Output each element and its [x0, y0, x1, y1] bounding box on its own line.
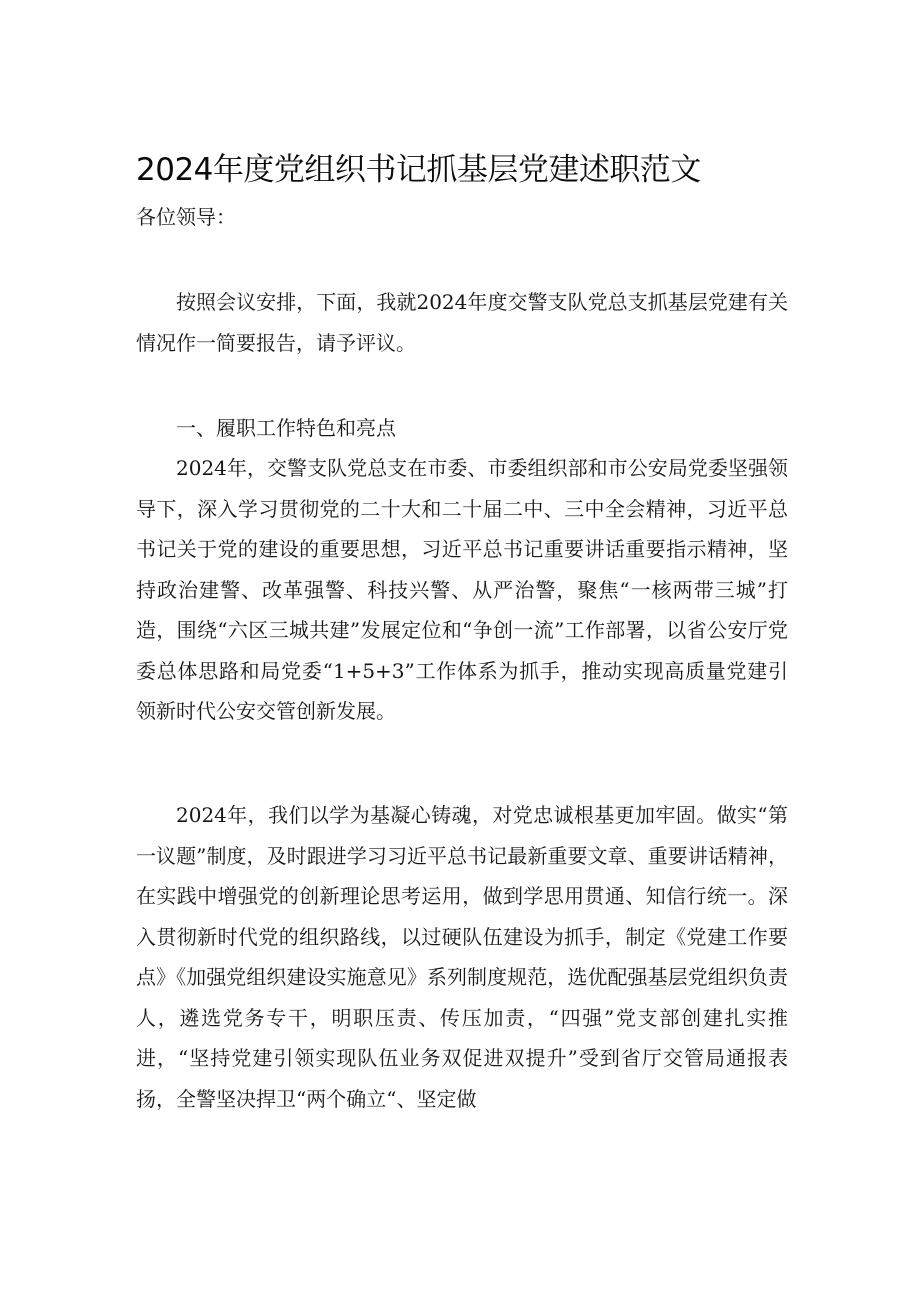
- paragraph-overview: 2024年，交警支队党总支在市委、市委组织部和市公安局党委坚强领导下，深入学习贯彻党的二十大和二十届二中、三中全会精神，习近平总书记关于党的建设的重要思想，习近平总书记重要讲话重要指示精神，坚持政治建警、改革强警、科技兴警、从严治警，聚焦“一核两带三城”打造，围绕“六区三城共建”发展定位和“争创一流”工作部署，以省公安厅党委总体思路和局党委“1+5+3”工作体系为抓手，推动实现高质量党建引领新时代公安交管创新发展。: [136, 456, 788, 723]
- paragraph-intro: 按照会议安排，下面，我就2024年度交警支队党总支抓基层党建有关情况作一简要报告，请予评议。: [136, 290, 788, 355]
- paragraph-study: 2024年，我们以学为基凝心铸魂，对党忠诚根基更加牢固。做实“第一议题”制度，及时跟进学习习近平总书记最新重要文章、重要讲话精神，在实践中增强党的创新理论思考运用，做到学思用贯通、知信行统一。深入贯彻新时代党的组织路线，以过硬队伍建设为抓手，制定《党建工作要点》《加强党组织建设实施意见》系列制度规范，选优配强基层党组织负责人，遴选党务专干，明职压责、传压加责，“四强”党支部创建扎实推进，“坚持党建引领实现队伍业务双促进双提升”受到省厅交管局通报表扬，全警坚决捍卫“两个确立“、坚定做: [136, 803, 788, 1111]
- document-title: 2024年度党组织书记抓基层党建述职范文: [136, 152, 701, 188]
- section-heading: 一、履职工作特色和亮点: [176, 416, 396, 440]
- salutation: 各位领导：: [136, 205, 236, 229]
